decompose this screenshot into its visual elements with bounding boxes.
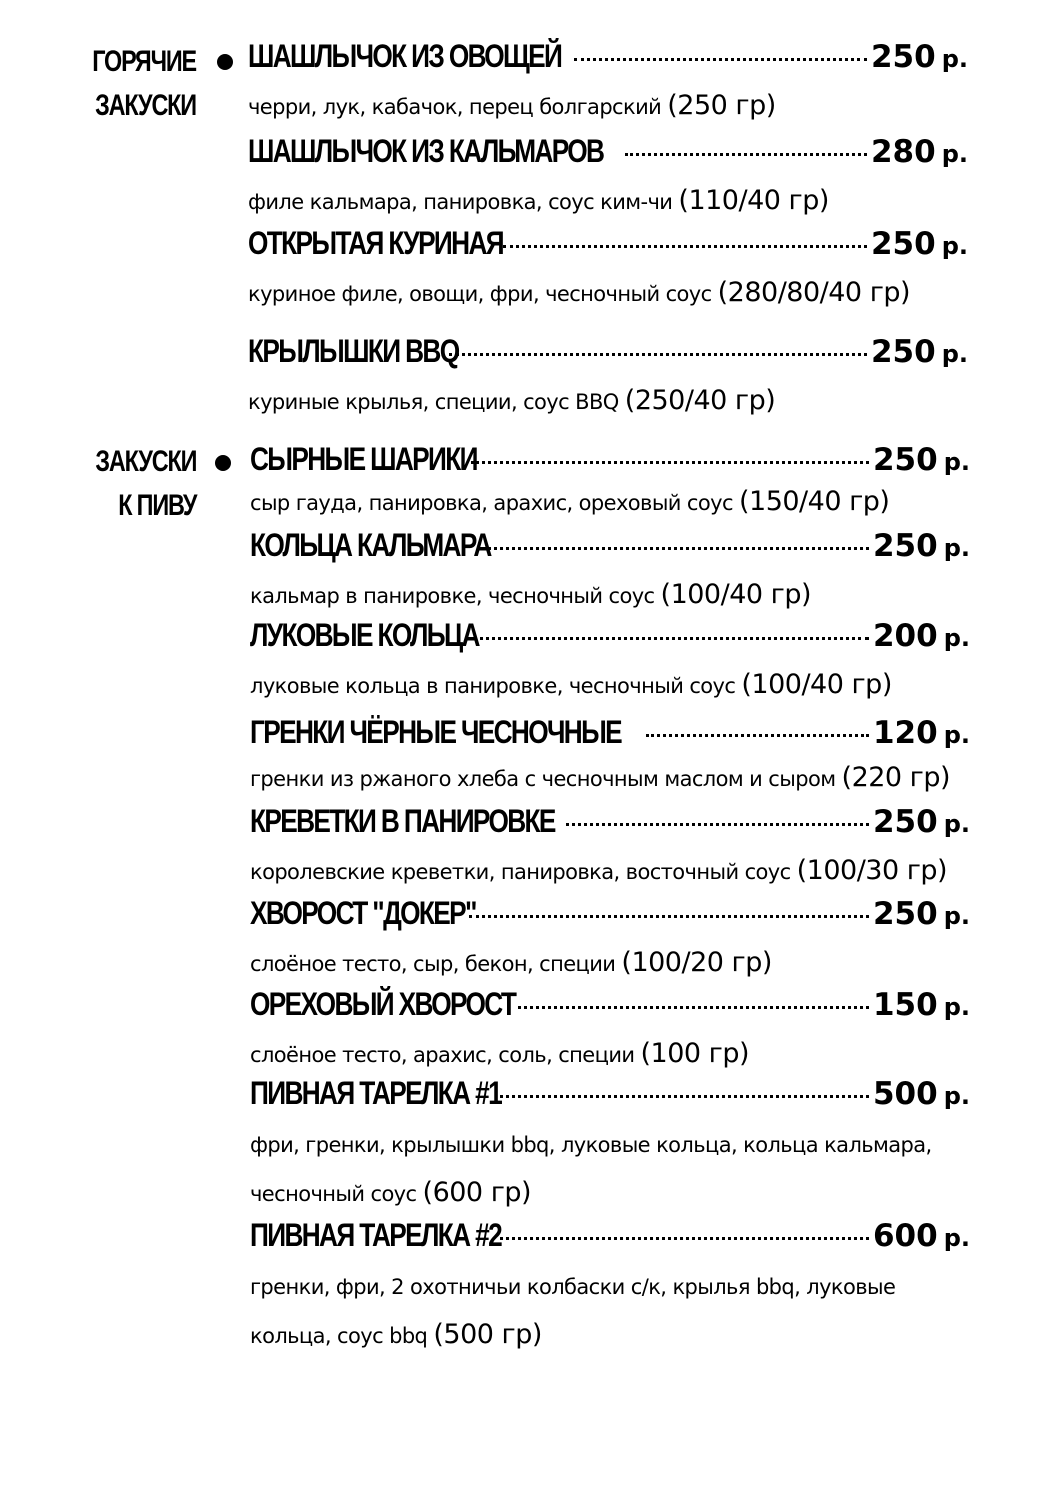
dot-leader — [503, 245, 867, 248]
item-weight: (250 гр) — [667, 90, 776, 121]
item-name: КОЛЬЦА КАЛЬМАРА — [250, 527, 491, 563]
item-ingredients: слоёное тесто, сыр, бекон, специи — [250, 952, 616, 976]
dot-leader — [646, 734, 869, 737]
item-description — [250, 941, 970, 986]
menu-item — [250, 1217, 970, 1360]
section-title-line2: К ПИВУ — [118, 489, 196, 522]
section-title-line1: ГОРЯЧИЕ — [92, 45, 196, 78]
item-weight: (100/20 гр) — [621, 947, 772, 978]
item-weight: (250/40 гр) — [624, 385, 776, 416]
item-description — [250, 487, 970, 518]
currency-label: р. — [943, 1224, 970, 1252]
item-ingredients-line2 — [250, 1169, 970, 1218]
section-title — [92, 40, 196, 128]
item-name: КРЫЛЫШКИ BBQ — [248, 333, 459, 369]
item-description — [248, 271, 968, 316]
item-price: 150 — [872, 987, 938, 1023]
item-ingredients: королевские креветки, панировка, восточный соус — [250, 860, 791, 884]
currency-label: р. — [943, 534, 970, 562]
item-weight: (150/40 гр) — [738, 486, 890, 517]
item-weight: (100/40 гр) — [660, 579, 812, 610]
menu-item — [250, 617, 970, 708]
section-title-line2: ЗАКУСКИ — [95, 89, 196, 122]
item-name: ГРЕНКИ ЧЁРНЫЕ ЧЕСНОЧНЫЕ — [250, 714, 622, 750]
currency-label: р. — [943, 624, 970, 652]
item-weight: (500 гр) — [433, 1319, 542, 1350]
menu-item — [250, 986, 970, 1077]
item-description — [250, 1121, 970, 1218]
bullet-icon — [217, 54, 233, 70]
item-price: 120 — [872, 715, 938, 751]
item-name: СЫРНЫЕ ШАРИКИ — [250, 441, 477, 477]
item-price: 500 — [872, 1076, 938, 1112]
menu-item — [250, 803, 970, 894]
dot-leader — [449, 353, 867, 356]
dot-leader — [473, 637, 869, 640]
item-name: КРЕВЕТКИ В ПАНИРОВКЕ — [250, 803, 555, 839]
item-ingredients: слоёное тесто, арахис, соль, специи — [250, 1043, 635, 1067]
item-ingredients: гренки из ржаного хлеба с чесночным маслом и сыром — [250, 767, 836, 791]
item-description — [250, 1263, 970, 1360]
section-title — [95, 440, 196, 528]
item-name: ПИВНАЯ ТАРЕЛКА #2 — [250, 1217, 502, 1253]
menu-item — [250, 895, 970, 986]
currency-label: р. — [943, 721, 970, 749]
menu-item — [248, 225, 968, 316]
item-description — [250, 573, 970, 618]
item-price: 250 — [870, 334, 936, 370]
item-price: 280 — [870, 134, 936, 170]
item-ingredients: луковые кольца в панировке, чесночный соус — [250, 674, 736, 698]
item-ingredients: куриное филе, овощи, фри, чесночный соус — [248, 282, 712, 306]
menu-item — [250, 1075, 970, 1218]
currency-label: р. — [943, 1082, 970, 1110]
item-weight: (100/30 гр) — [796, 855, 948, 886]
currency-label: р. — [943, 993, 970, 1021]
item-ingredients: куриные крылья, специи, соус BBQ — [248, 390, 619, 414]
item-ingredients: фри, гренки, крылышки bbq, луковые кольца, кольца кальмара, — [250, 1133, 932, 1157]
item-weight: (100/40 гр) — [741, 669, 892, 700]
dot-leader — [469, 915, 869, 918]
item-ingredients: черри, лук, кабачок, перец болгарский — [248, 95, 662, 119]
item-name: ШАШЛЫЧОК ИЗ КАЛЬМАРОВ — [248, 133, 604, 169]
item-name: ОТКРЫТАЯ КУРИНАЯ — [248, 225, 503, 261]
item-name: ОРЕХОВЫЙ ХВОРОСТ — [250, 986, 516, 1022]
item-ingredients-line2 — [250, 1311, 970, 1360]
item-description — [250, 849, 970, 894]
menu-item — [250, 527, 970, 618]
item-ingredients-cont: кольца, соус bbq — [250, 1324, 428, 1348]
item-ingredients: сыр гауда, панировка, арахис, ореховый соус — [250, 491, 733, 515]
dot-leader — [574, 58, 867, 61]
section-title-line1: ЗАКУСКИ — [95, 445, 196, 478]
item-weight: (110/40 гр) — [678, 185, 829, 216]
item-price: 250 — [872, 442, 938, 478]
currency-label: р. — [943, 902, 970, 930]
dot-leader — [566, 823, 869, 826]
item-price: 250 — [870, 226, 936, 262]
currency-label: р. — [943, 810, 970, 838]
dot-leader — [471, 461, 869, 464]
currency-label: р. — [941, 340, 968, 368]
item-ingredients: гренки, фри, 2 охотничьи колбаски с/к, крылья bbq, луковые — [250, 1275, 896, 1299]
currency-label: р. — [943, 448, 970, 476]
item-description — [248, 179, 968, 224]
menu-item — [248, 38, 968, 129]
item-price: 250 — [872, 804, 938, 840]
dot-leader — [518, 1006, 869, 1009]
bullet-icon — [215, 455, 231, 471]
item-description — [248, 84, 968, 129]
currency-label: р. — [941, 140, 968, 168]
item-description — [248, 379, 968, 424]
item-description — [250, 760, 970, 797]
dot-leader — [488, 547, 869, 550]
dot-leader — [500, 1237, 869, 1240]
item-price: 250 — [872, 528, 938, 564]
item-weight: (280/80/40 гр) — [717, 277, 911, 308]
item-name: ПИВНАЯ ТАРЕЛКА #1 — [250, 1075, 502, 1111]
menu-item — [250, 714, 970, 797]
dot-leader — [500, 1095, 869, 1098]
item-weight: (600 гр) — [422, 1177, 532, 1208]
item-weight: (100 гр) — [640, 1038, 750, 1069]
menu-item — [248, 133, 968, 224]
item-ingredients-cont: чесночный соус — [250, 1182, 417, 1206]
item-price: 250 — [870, 39, 936, 75]
currency-label: р. — [941, 45, 968, 73]
item-price: 200 — [872, 618, 938, 654]
menu-item — [248, 333, 968, 424]
item-ingredients: кальмар в панировке, чесночный соус — [250, 584, 655, 608]
item-ingredients: филе кальмара, панировка, соус ким-чи — [248, 190, 673, 214]
item-weight: (220 гр) — [841, 762, 951, 793]
item-description — [250, 1032, 970, 1077]
item-price: 250 — [872, 896, 938, 932]
item-name: ХВОРОСТ "ДОКЕР" — [250, 895, 476, 931]
item-name: ШАШЛЫЧОК ИЗ ОВОЩЕЙ — [248, 38, 562, 74]
dot-leader — [625, 153, 867, 156]
item-name: ЛУКОВЫЕ КОЛЬЦА — [250, 617, 479, 653]
item-description — [250, 663, 970, 708]
menu-item — [250, 441, 970, 518]
currency-label: р. — [941, 232, 968, 260]
item-price: 600 — [872, 1218, 938, 1254]
